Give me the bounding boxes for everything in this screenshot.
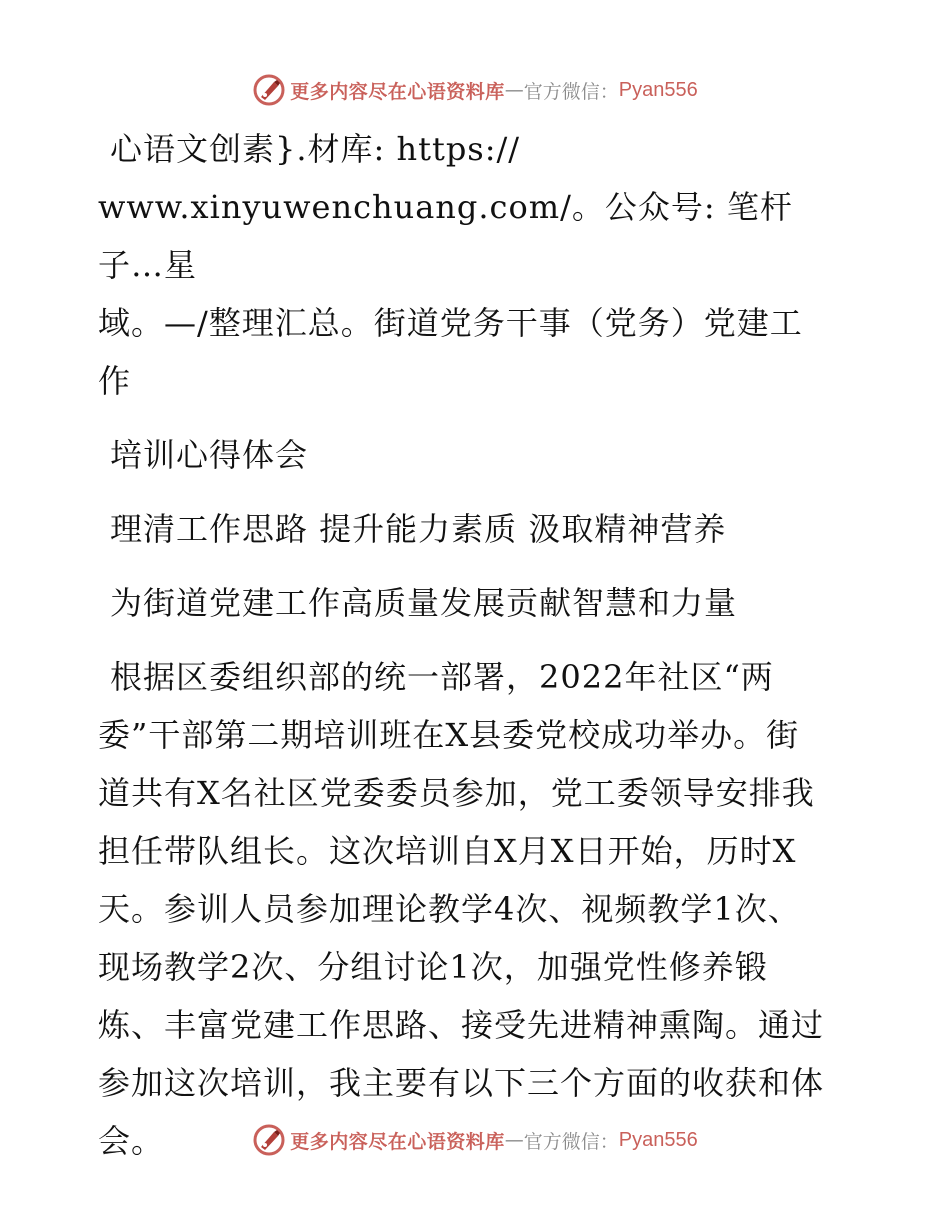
pen-nib-logo-icon xyxy=(252,73,286,107)
watermark-main-text: 更多内容尽在心语资料库 xyxy=(290,1130,505,1153)
intro-line-2: www.xinyuwenchuang.com/。公众号: 笔杆子…星 xyxy=(98,188,793,284)
watermark-wechat-id: Pyan556 xyxy=(618,1128,698,1151)
watermark-wechat-label: 官方微信： xyxy=(523,1130,619,1153)
body-line-5: 天。参训人员参加理论教学4次、视频教学1次、 xyxy=(98,890,801,928)
watermark-wechat-label: 官方微信： xyxy=(523,80,619,103)
top-watermark-banner xyxy=(0,70,950,110)
body-line-2: 委”干部第二期培训班在X县委党校成功举办。街 xyxy=(98,716,800,754)
body-line-4: 担任带队组长。这次培训自X月X日开始，历时X xyxy=(98,832,797,870)
body-line-3: 道共有X名社区党委委员参加，党工委领导安排我 xyxy=(98,774,815,812)
document-title: 培训心得体会 xyxy=(110,436,309,474)
watermark-separator: — xyxy=(504,79,524,101)
watermark-separator: — xyxy=(504,1129,524,1151)
document-subtitle-1: 理清工作思路 提升能力素质 汲取精神营养 xyxy=(110,510,727,548)
body-line-9: 会。 xyxy=(98,1122,165,1160)
body-line-6: 现场教学2次、分组讨论1次，加强党性修养锻 xyxy=(98,948,768,986)
body-line-7: 炼、丰富党建工作思路、接受先进精神熏陶。通过 xyxy=(98,1006,825,1044)
document-subtitle-2: 为街道党建工作高质量发展贡献智慧和力量 xyxy=(110,584,738,622)
intro-line-1: 心语文创素}.材库: https:// xyxy=(110,130,521,168)
watermark-main-text: 更多内容尽在心语资料库 xyxy=(290,80,505,103)
intro-line-3: 域。—/整理汇总。街道党务干事（党务）党建工 xyxy=(98,304,803,342)
pen-nib-logo-icon xyxy=(252,1123,286,1157)
bottom-watermark-banner xyxy=(0,1120,950,1160)
document-content xyxy=(98,120,858,1170)
watermark-wechat-id: Pyan556 xyxy=(618,78,698,101)
body-line-8: 参加这次培训，我主要有以下三个方面的收获和体 xyxy=(98,1064,825,1102)
body-line-1: 根据区委组织部的统一部署，2022年社区“两 xyxy=(110,658,774,696)
intro-line-4: 作 xyxy=(98,362,132,400)
